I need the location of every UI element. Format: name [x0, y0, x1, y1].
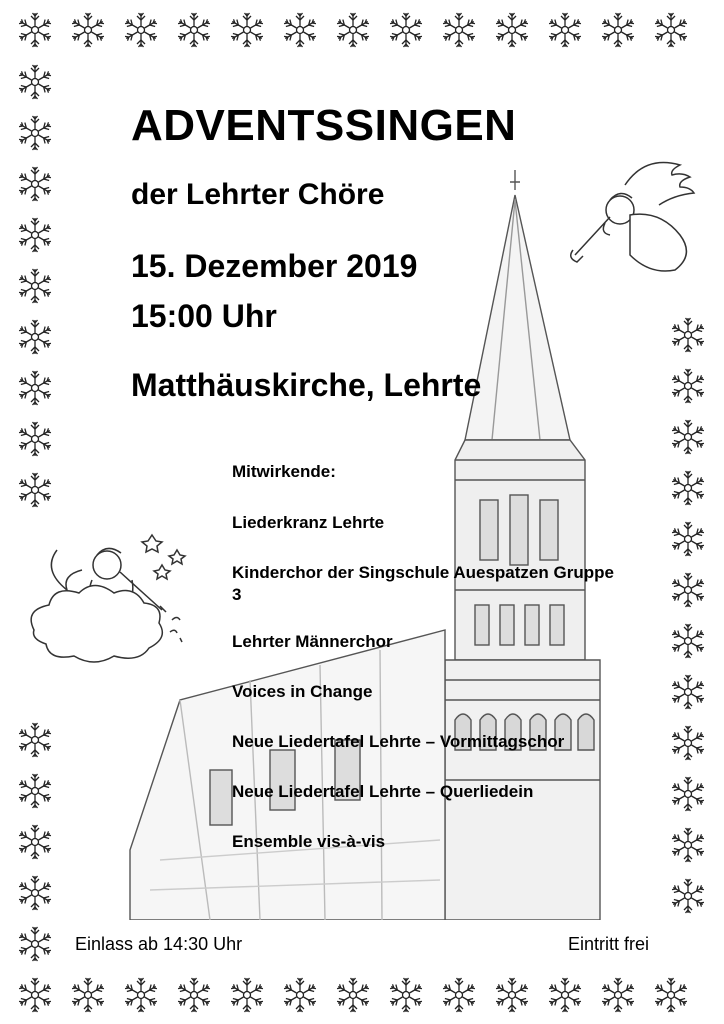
performer-item: Liederkranz Lehrte: [232, 513, 385, 532]
snowflake-icon: [15, 164, 55, 204]
snowflake-icon: [668, 468, 708, 508]
snowflake-icon: [492, 975, 532, 1015]
snowflake-icon: [668, 417, 708, 457]
snowflake-icon: [15, 215, 55, 255]
angel-with-trumpet: [565, 155, 705, 285]
snowflake-icon: [15, 266, 55, 306]
event-time: 15:00 Uhr: [131, 298, 277, 334]
snowflake-icon: [121, 975, 161, 1015]
snowflake-icon: [545, 975, 585, 1015]
snowflake-icon: [68, 975, 108, 1015]
event-subtitle: der Lehrter Chöre: [131, 178, 385, 211]
snowflake-icon: [668, 519, 708, 559]
performers-heading: Mitwirkende:: [232, 462, 336, 481]
snowflake-icon: [15, 470, 55, 510]
snowflake-icon: [668, 315, 708, 355]
snowflake-icon: [15, 62, 55, 102]
performer-item: Ensemble vis-à-vis: [232, 832, 386, 851]
snowflake-icon: [15, 873, 55, 913]
snowflake-icon: [15, 113, 55, 153]
snowflake-icon: [492, 10, 532, 50]
snowflake-icon: [439, 975, 479, 1015]
snowflake-icon: [15, 419, 55, 459]
performer-item: Kinderchor der Singschule Auespatzen Gruppe 3: [232, 563, 614, 604]
snowflake-icon: [121, 10, 161, 50]
snowflake-icon: [668, 570, 708, 610]
snowflake-icon: [668, 621, 708, 661]
performer-item: Neue Liedertafel Lehrte – Querliedein: [232, 782, 534, 801]
snowflake-icon: [15, 720, 55, 760]
snowflake-icon: [668, 876, 708, 916]
snowflake-icon: [280, 10, 320, 50]
performer-item: Lehrter Männerchor: [232, 632, 393, 651]
snowflake-icon: [668, 366, 708, 406]
snowflake-icon: [15, 368, 55, 408]
snowflake-icon: [668, 672, 708, 712]
entry-fee: Eintritt frei: [567, 934, 649, 954]
snowflake-icon: [668, 825, 708, 865]
snowflake-icon: [651, 975, 691, 1015]
snowflake-icon: [598, 975, 638, 1015]
snowflake-icon: [668, 774, 708, 814]
angel-on-cloud: [22, 520, 192, 680]
snowflake-icon: [333, 975, 373, 1015]
snowflake-icon: [68, 10, 108, 50]
snowflake-icon: [15, 975, 55, 1015]
snowflake-icon: [15, 924, 55, 964]
snowflake-icon: [598, 10, 638, 50]
snowflake-icon: [174, 975, 214, 1015]
snowflake-icon: [386, 10, 426, 50]
snowflake-icon: [15, 771, 55, 811]
snowflake-icon: [545, 10, 585, 50]
snowflake-icon: [333, 10, 373, 50]
admission-time: Einlass ab 14:30 Uhr: [75, 934, 243, 954]
performers-list: [232, 462, 672, 881]
snowflake-icon: [386, 975, 426, 1015]
snowflake-icon: [668, 723, 708, 763]
performer-item: Voices in Change: [232, 682, 373, 701]
snowflake-icon: [15, 822, 55, 862]
snowflake-icon: [227, 975, 267, 1015]
snowflake-icon: [227, 10, 267, 50]
snowflake-icon: [15, 10, 55, 50]
snowflake-icon: [15, 317, 55, 357]
event-title: ADVENTSSINGEN: [131, 101, 517, 150]
snowflake-icon: [280, 975, 320, 1015]
performer-item: Neue Liedertafel Lehrte – Vormittagschor: [232, 732, 565, 751]
snowflake-icon: [439, 10, 479, 50]
event-date: 15. Dezember 2019: [131, 248, 418, 284]
snowflake-icon: [174, 10, 214, 50]
snowflake-icon: [651, 10, 691, 50]
event-venue: Matthäuskirche, Lehrte: [131, 367, 482, 403]
